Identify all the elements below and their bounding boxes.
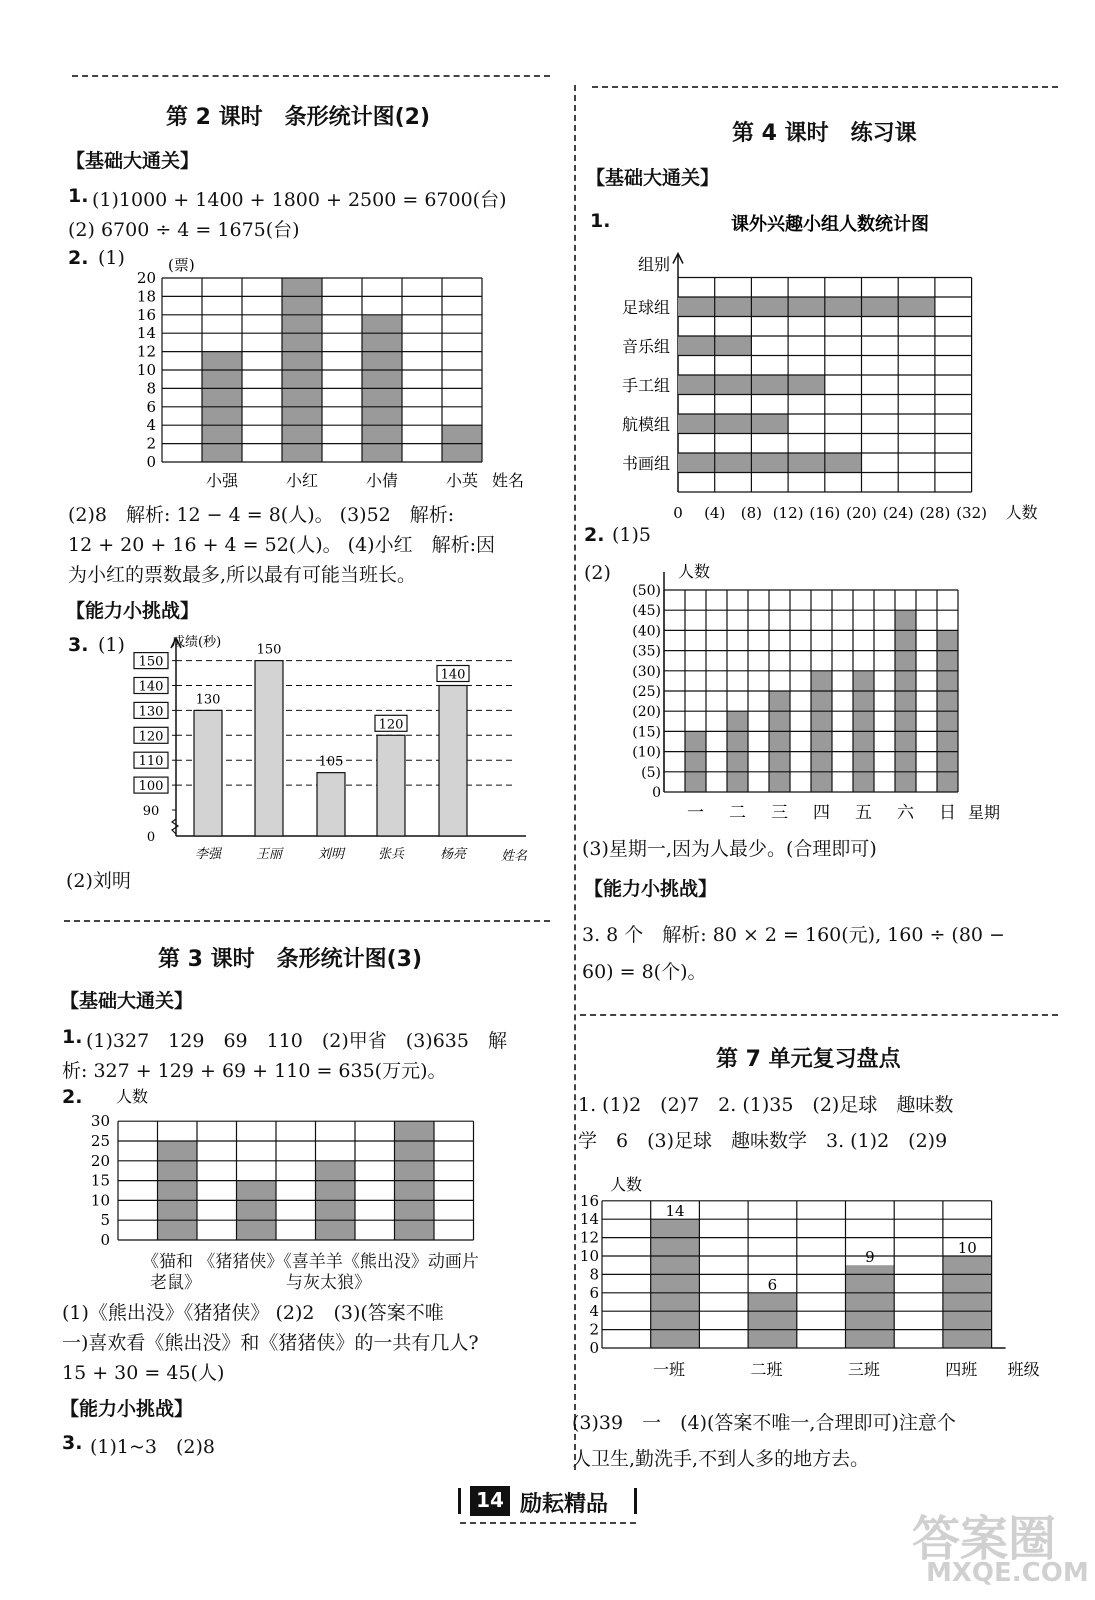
y-tick-label: 16 xyxy=(136,305,156,324)
axis-break xyxy=(172,819,178,834)
data-label: 10 xyxy=(957,1239,977,1257)
lesson3-cat-line2a: 老鼠》 xyxy=(150,1273,201,1293)
y-tick-label: 6 xyxy=(589,1283,599,1302)
y-tick-label: (20) xyxy=(632,704,661,721)
y-tick-label: (40) xyxy=(632,623,661,640)
x-tick-label: 二 xyxy=(729,803,746,823)
data-label: 120 xyxy=(378,717,404,733)
x-tick-label: 日 xyxy=(939,803,956,823)
x-axis-label: 星期 xyxy=(968,803,1001,822)
x-tick-label: 小倩 xyxy=(365,471,399,490)
review-title: 第 7 单元复习盘点 xyxy=(716,1047,901,1072)
watermark-logo-text: 答案圈 xyxy=(912,1511,1057,1567)
lesson4-basic-header: 【基础大通关】 xyxy=(586,167,720,189)
lesson3-q1-line2: 析: 327 + 129 + 69 + 110 = 635(万元)。 xyxy=(62,1060,447,1082)
x-tick-label: 杨亮 xyxy=(439,847,467,862)
lesson4-q1-num: 1. xyxy=(590,210,611,232)
x-tick-label: (12) xyxy=(772,504,804,520)
y-tick-label: 20 xyxy=(136,269,156,287)
lesson2-ans-line2: 12 + 20 + 16 + 4 = 52(人)。 (4)小红 解析:因 xyxy=(68,534,495,556)
y-tick-label: 2 xyxy=(146,434,156,453)
x-tick-label: 一班 xyxy=(653,1360,686,1379)
lesson2-q3-chart xyxy=(126,630,546,870)
y-tick-label: 航模组 xyxy=(621,414,670,434)
bar xyxy=(943,1256,992,1348)
x-tick-label: 0 xyxy=(673,504,683,520)
x-tick-label: 李强 xyxy=(194,847,222,862)
y-tick-label: 0 xyxy=(100,1231,110,1249)
y-tick-label: 150 xyxy=(138,654,164,670)
bar xyxy=(377,735,405,836)
bar xyxy=(678,414,788,434)
lesson2-q2-num: 2. xyxy=(68,247,89,269)
y-tick-label: 18 xyxy=(136,287,156,306)
review-chart xyxy=(580,1168,1060,1388)
x-tick-label: 六 xyxy=(897,803,914,823)
y-axis-label: 成绩(秒) xyxy=(172,635,222,650)
review-rule xyxy=(580,1014,1058,1016)
data-label: 105 xyxy=(318,754,344,770)
y-tick-label: 12 xyxy=(136,342,156,361)
lesson4-q1-chart xyxy=(600,200,1060,520)
lesson2-q2-sub: (1) xyxy=(98,247,125,269)
y-tick-label: 130 xyxy=(138,704,164,720)
lesson3-q1-num: 1. xyxy=(62,1026,83,1048)
watermark-url: MXQE.COM xyxy=(926,1558,1089,1588)
lesson2-ans-line3: 为小红的票数最多,所以最有可能当班长。 xyxy=(68,564,417,586)
bar xyxy=(651,1219,700,1348)
x-tick-label: 小红 xyxy=(285,471,319,490)
lesson2-challenge-header: 【能力小挑战】 xyxy=(66,600,200,622)
y-tick-label: 16 xyxy=(580,1191,599,1210)
lesson2-q1-num: 1. xyxy=(68,185,89,207)
y-tick-label: 120 xyxy=(138,729,164,745)
y-tick-label: 8 xyxy=(146,379,156,398)
x-axis-label: 姓名 xyxy=(491,471,525,490)
lesson2-q2-chart xyxy=(130,245,560,495)
y-tick-label: 4 xyxy=(146,416,156,435)
lesson4-challenge-header: 【能力小挑战】 xyxy=(584,878,718,900)
y-tick-label: 14 xyxy=(136,324,156,343)
x-tick-label: (32) xyxy=(956,504,987,520)
bar xyxy=(678,453,862,473)
y-tick-label: 100 xyxy=(138,779,164,795)
y-tick-label: 6 xyxy=(146,397,156,416)
y-tick-label: 4 xyxy=(589,1302,599,1321)
x-tick-label: 四 xyxy=(813,803,830,823)
x-axis-label: 班级 xyxy=(1007,1360,1040,1379)
y-tick-label: (5) xyxy=(641,764,661,781)
lesson4-title: 第 4 课时 练习课 xyxy=(732,121,917,146)
footer-rule xyxy=(460,1522,636,1524)
bar xyxy=(846,1265,895,1348)
y-axis-label: 人数 xyxy=(116,1087,149,1106)
review-line1: 1. (1)2 (2)7 2. (1)35 (2)足球 趣味数 xyxy=(578,1094,954,1116)
y-tick-label: 0 xyxy=(652,785,661,801)
lesson3-basic-header: 【基础大通关】 xyxy=(60,990,194,1012)
page-number: 14 xyxy=(476,1488,504,1512)
y-tick-label: 2 xyxy=(589,1320,599,1339)
lesson4-q3-line2: 60) = 8(个)。 xyxy=(582,961,707,983)
y-tick-label: 10 xyxy=(90,1191,110,1210)
y-tick-label: 0 xyxy=(146,830,156,845)
x-tick-label: 三班 xyxy=(847,1360,880,1379)
data-label: 130 xyxy=(195,692,221,708)
y-tick-label: 140 xyxy=(138,679,164,695)
x-tick-label: 王丽 xyxy=(255,847,283,862)
bar xyxy=(194,710,222,836)
y-axis-label: 组别 xyxy=(637,255,670,274)
footer-bar-right xyxy=(634,1488,637,1514)
data-label: 9 xyxy=(865,1248,875,1267)
x-tick-label: (4) xyxy=(704,504,726,520)
y-tick-label: 10 xyxy=(580,1247,599,1265)
lesson2-title: 第 2 课时 条形统计图(2) xyxy=(166,105,431,130)
lesson4-q2-num: 2. xyxy=(584,524,605,546)
lesson3-q1-line1: (1)327 129 69 110 (2)甲省 (3)635 解 xyxy=(86,1030,507,1052)
y-tick-label: 8 xyxy=(589,1265,599,1284)
bar xyxy=(678,297,935,317)
bar xyxy=(748,1293,797,1348)
y-tick-label: 书画组 xyxy=(621,453,670,473)
lesson3-rule xyxy=(64,920,550,922)
lesson3-cat-line1: 《猫和 《猪猪侠》《喜羊羊《熊出没》动画片 xyxy=(142,1252,479,1272)
review-ans-line2: 人卫生,勤洗手,不到人多的地方去。 xyxy=(572,1448,870,1470)
bar xyxy=(439,686,467,837)
y-tick-label: (30) xyxy=(632,663,661,680)
lesson4-q3-line1: 3. 8 个 解析: 80 × 2 = 160(元), 160 ÷ (80 − xyxy=(582,924,1005,946)
data-label: 6 xyxy=(767,1275,778,1294)
y-tick-label: (25) xyxy=(632,684,661,700)
y-tick-label: 12 xyxy=(580,1228,599,1247)
x-tick-label: (16) xyxy=(809,504,841,520)
bar xyxy=(769,691,790,792)
x-tick-label: 一 xyxy=(687,803,704,823)
lesson3-q3-ans: (1)1~3 (2)8 xyxy=(90,1436,216,1458)
y-tick-label: (35) xyxy=(632,643,661,660)
x-tick-label: 五 xyxy=(855,803,872,823)
y-tick-label: 10 xyxy=(136,361,156,379)
y-tick-label: (15) xyxy=(632,724,661,741)
lesson4-q2-chart xyxy=(624,555,1024,825)
lesson3-ans-line1: (1)《熊出没》《猪猪侠》 (2)2 (3)(答案不唯 xyxy=(62,1302,444,1324)
lesson3-ans-line3: 15 + 30 = 45(人) xyxy=(62,1362,225,1384)
y-tick-label: (50) xyxy=(632,583,661,599)
data-label: 150 xyxy=(256,642,282,658)
lesson3-title: 第 3 课时 条形统计图(3) xyxy=(158,947,423,972)
x-tick-label: (20) xyxy=(846,504,877,520)
lesson2-q3-ans: (2)刘明 xyxy=(66,870,131,892)
y-tick-label: 20 xyxy=(90,1151,110,1170)
y-tick-label: (10) xyxy=(632,744,661,761)
bar xyxy=(685,731,706,792)
y-tick-label: 音乐组 xyxy=(621,336,670,356)
x-tick-label: 小强 xyxy=(205,471,239,490)
data-label: 140 xyxy=(440,667,466,683)
bar xyxy=(895,610,916,792)
y-tick-label: 手工组 xyxy=(621,375,670,395)
y-tick-label: 0 xyxy=(589,1339,599,1357)
x-tick-label: 四班 xyxy=(945,1360,978,1379)
x-axis-label: 人数 xyxy=(1005,503,1038,520)
x-tick-label: (8) xyxy=(740,504,763,520)
x-tick-label: (24) xyxy=(882,504,914,520)
column-divider xyxy=(574,85,576,1470)
lesson2-q1-line1: (1)1000 + 1400 + 1800 + 2500 = 6700(台) xyxy=(92,189,507,211)
x-tick-label: 二班 xyxy=(750,1360,783,1379)
lesson4-q2-ans: (3)星期一,因为人最少。(合理即可) xyxy=(582,838,877,860)
footer-bar-left xyxy=(458,1488,461,1514)
lesson2-q3-sub: (1) xyxy=(98,634,125,656)
y-axis-label: 人数 xyxy=(678,562,711,581)
bar xyxy=(237,1181,277,1240)
x-tick-label: 三 xyxy=(771,803,788,823)
bar xyxy=(317,773,345,836)
y-tick-label: 足球组 xyxy=(621,297,670,317)
y-tick-label: 0 xyxy=(146,453,156,471)
y-tick-label: 30 xyxy=(90,1112,110,1131)
lesson3-q2-chart xyxy=(80,1080,480,1250)
review-ans-line1: (3)39 一 (4)(答案不唯一,合理即可)注意个 xyxy=(572,1412,956,1434)
data-label: 14 xyxy=(665,1202,685,1221)
top-rule-left xyxy=(72,75,550,77)
y-unit-label: (票) xyxy=(168,256,195,274)
x-tick-label: (28) xyxy=(919,504,951,520)
x-tick-label: 张兵 xyxy=(377,847,405,862)
y-tick-label: (45) xyxy=(632,603,661,620)
top-rule-right xyxy=(592,86,1058,88)
y-tick-label: 5 xyxy=(100,1211,110,1230)
lesson4-q2-a: (1)5 xyxy=(612,524,652,546)
y-tick-label: 110 xyxy=(138,754,164,770)
y-tick-label: 15 xyxy=(90,1171,110,1190)
lesson3-challenge-header: 【能力小挑战】 xyxy=(60,1398,194,1420)
review-line2: 学 6 (3)足球 趣味数学 3. (1)2 (2)9 xyxy=(578,1130,948,1152)
lesson3-cat-line2b: 与灰太狼》 xyxy=(286,1273,371,1293)
x-tick-label: 刘明 xyxy=(317,847,345,862)
y-tick-label: 25 xyxy=(90,1132,110,1150)
y-axis-label: 人数 xyxy=(610,1175,643,1194)
chart-title: 课外兴趣小组人数统计图 xyxy=(731,214,929,235)
lesson2-basic-header: 【基础大通关】 xyxy=(66,150,200,172)
x-tick-label: 小英 xyxy=(445,471,479,490)
lesson3-q2-num: 2. xyxy=(62,1086,83,1108)
brand-name: 励耘精品 xyxy=(520,1492,609,1517)
y-tick-label: 90 xyxy=(142,804,160,819)
lesson3-ans-line2: 一)喜欢看《熊出没》和《猪猪侠》的一共有几人? xyxy=(62,1332,479,1354)
lesson3-q3-num: 3. xyxy=(62,1432,83,1454)
lesson2-ans-line1: (2)8 解析: 12 − 4 = 8(人)。 (3)52 解析: xyxy=(68,504,455,526)
lesson2-q3-num: 3. xyxy=(68,634,89,656)
x-axis-label: 姓名 xyxy=(500,849,528,864)
y-tick-label: 14 xyxy=(580,1210,599,1229)
lesson4-q2-b: (2) xyxy=(584,562,611,584)
bar xyxy=(255,661,283,836)
bar xyxy=(158,1141,198,1240)
lesson2-q1-line2: (2) 6700 ÷ 4 = 1675(台) xyxy=(68,219,300,241)
